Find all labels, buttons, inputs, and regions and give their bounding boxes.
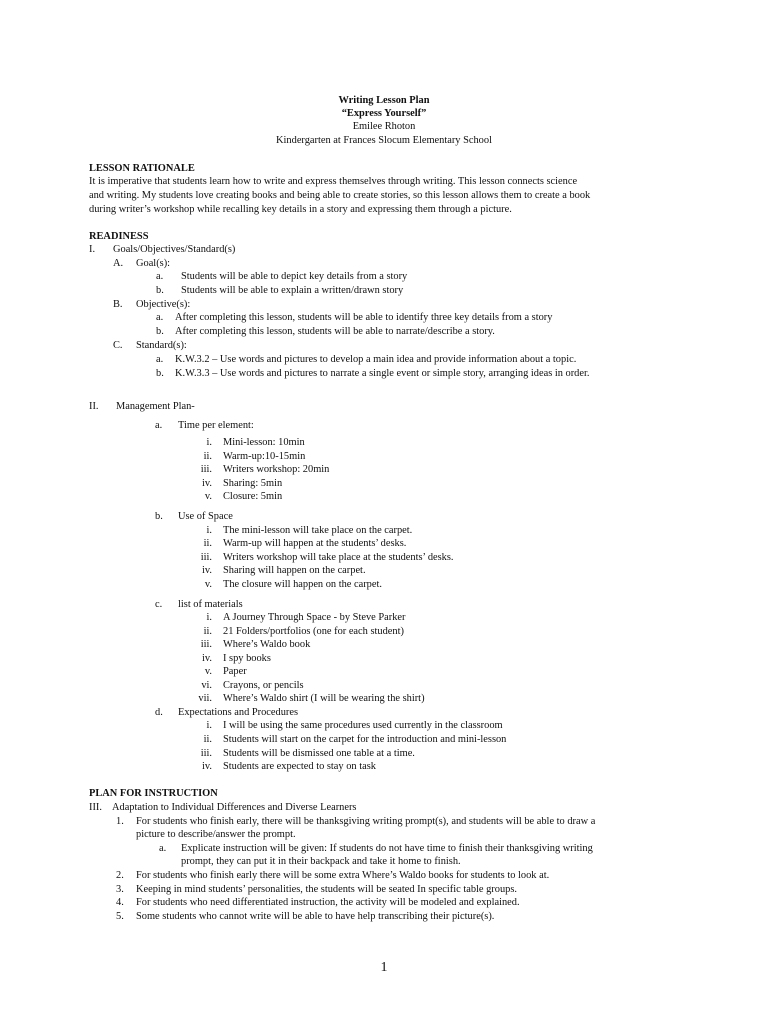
list-item: I spy books [223, 653, 271, 664]
list-item: For students who need differentiated instruction, the activity will be modeled and explained. [136, 897, 520, 908]
list-item-continuation: prompt, they can put it in their backpack and take it home to finish. [181, 856, 461, 867]
list-item: Sharing: 5min [223, 478, 283, 489]
list-item: After completing this lesson, students will be able to narrate/describe a story. [175, 326, 495, 337]
list-marker: ii. [203, 626, 212, 637]
section-label: Adaptation to Individual Differences and Diverse Learners [112, 802, 357, 813]
list-item: Mini-lesson: 10min [223, 437, 305, 448]
list-item: Where’s Waldo book [223, 639, 311, 650]
list-item: Warm-up will happen at the students’ desks. [223, 538, 407, 549]
list-marker: iii. [200, 639, 212, 650]
list-marker: III. [89, 802, 102, 813]
list-item: Sharing will happen on the carpet. [223, 565, 366, 576]
list-item: Students will be able to depict key details from a story [181, 271, 408, 282]
list-marker: a. [159, 843, 167, 854]
list-item: Warm-up:10-15min [223, 451, 306, 462]
instruction-heading: PLAN FOR INSTRUCTION [89, 788, 218, 799]
list-item: Where’s Waldo shirt (I will be wearing the shirt) [223, 693, 425, 704]
readiness-heading: READINESS [89, 231, 149, 242]
list-item: Crayons, or pencils [223, 680, 304, 691]
list-marker: b. [156, 285, 164, 296]
list-marker: i. [206, 612, 212, 623]
list-marker: iii. [200, 464, 212, 475]
subsection-label: Use of Space [178, 511, 233, 522]
list-item: Writers workshop will take place at the students’ desks. [223, 552, 454, 563]
list-marker: I. [89, 244, 96, 255]
section-label: Goals/Objectives/Standard(s) [113, 244, 236, 255]
list-item: For students who finish early there will be some extra Where’s Waldo books for students to look at. [136, 870, 550, 881]
list-marker: ii. [203, 734, 212, 745]
list-item: Students will start on the carpet for the introduction and mini-lesson [223, 734, 507, 745]
list-marker: i. [206, 525, 212, 536]
list-item: 21 Folders/portfolios (one for each student) [223, 626, 404, 637]
document-title: Writing Lesson Plan [338, 95, 430, 106]
list-item: Writers workshop: 20min [223, 464, 330, 475]
section-label: Management Plan- [116, 401, 195, 412]
list-marker: v. [204, 579, 212, 590]
list-item: After completing this lesson, students will be able to identify three key details from a story [175, 312, 553, 323]
list-marker: iv. [201, 761, 212, 772]
list-item: Keeping in mind students’ personalities, the students will be seated In specific table groups. [136, 884, 517, 895]
list-marker: a. [155, 420, 163, 431]
list-marker: a. [156, 312, 164, 323]
list-item: Explicate instruction will be given: If students do not have time to finish their thanksgiving writing [181, 843, 593, 854]
list-marker: iv. [201, 565, 212, 576]
list-marker: i. [206, 437, 212, 448]
list-item-continuation: picture to describe/answer the prompt. [136, 829, 296, 840]
list-item: For students who finish early, there will be thanksgiving writing prompt(s), and students will be able to draw a [136, 816, 596, 827]
document-subtitle: “Express Yourself” [341, 108, 427, 119]
list-marker: v. [204, 666, 212, 677]
list-item: Paper [223, 666, 247, 677]
list-item: A Journey Through Space - by Steve Parker [223, 612, 406, 623]
list-marker: b. [156, 368, 164, 379]
list-marker: iii. [200, 748, 212, 759]
author-name: Emilee Rhoton [352, 121, 416, 132]
subsection-label: Time per element: [178, 420, 254, 431]
list-marker: 2. [116, 870, 124, 881]
list-item: Students will be able to explain a written/drawn story [181, 285, 404, 296]
subsection-label: Standard(s): [136, 340, 187, 351]
list-marker: a. [156, 271, 164, 282]
rationale-line: It is imperative that students learn how to write and express themselves through writing. This lesson connects science [89, 176, 578, 187]
list-item: Students are expected to stay on task [223, 761, 376, 772]
list-marker: b. [156, 326, 164, 337]
subsection-label: Goal(s): [136, 258, 171, 269]
list-item: Some students who cannot write will be able to have help transcribing their picture(s). [136, 911, 495, 922]
list-marker: C. [113, 340, 123, 351]
list-marker: A. [113, 258, 124, 269]
list-marker: iv. [201, 478, 212, 489]
list-marker: i. [206, 720, 212, 731]
list-marker: a. [156, 354, 164, 365]
list-item: K.W.3.2 – Use words and pictures to develop a main idea and provide information about a topic. [175, 354, 577, 365]
list-item: I will be using the same procedures used currently in the classroom [223, 720, 503, 731]
rationale-heading: LESSON RATIONALE [89, 163, 195, 174]
list-marker: v. [204, 491, 212, 502]
rationale-line: during writer’s workshop while recalling key details in a story and expressing them through a picture. [89, 204, 512, 215]
list-marker: iii. [200, 552, 212, 563]
list-item: The mini-lesson will take place on the carpet. [223, 525, 413, 536]
subsection-label: list of materials [178, 599, 243, 610]
list-marker: 4. [116, 897, 124, 908]
list-marker: 3. [116, 884, 124, 895]
rationale-line: and writing. My students love creating books and being able to create stories, so this lesson allows them to create a book [89, 190, 591, 201]
list-marker: vi. [201, 680, 212, 691]
list-marker: vii. [198, 693, 212, 704]
list-marker: c. [155, 599, 163, 610]
list-marker: ii. [203, 538, 212, 549]
list-marker: 5. [116, 911, 124, 922]
list-item: K.W.3.3 – Use words and pictures to narrate a single event or simple story, arranging ideas in order. [175, 368, 590, 379]
subsection-label: Objective(s): [136, 299, 191, 310]
list-marker: d. [155, 707, 163, 718]
list-marker: b. [155, 511, 163, 522]
list-marker: B. [113, 299, 123, 310]
list-item: Students will be dismissed one table at a time. [223, 748, 415, 759]
list-marker: II. [89, 401, 99, 412]
list-item: Closure: 5min [223, 491, 283, 502]
subsection-label: Expectations and Procedures [178, 707, 299, 718]
list-marker: 1. [116, 816, 124, 827]
list-marker: iv. [201, 653, 212, 664]
school-name: Kindergarten at Frances Slocum Elementary School [276, 135, 492, 146]
list-item: The closure will happen on the carpet. [223, 579, 382, 590]
list-marker: ii. [203, 451, 212, 462]
page-number: 1 [380, 960, 388, 975]
